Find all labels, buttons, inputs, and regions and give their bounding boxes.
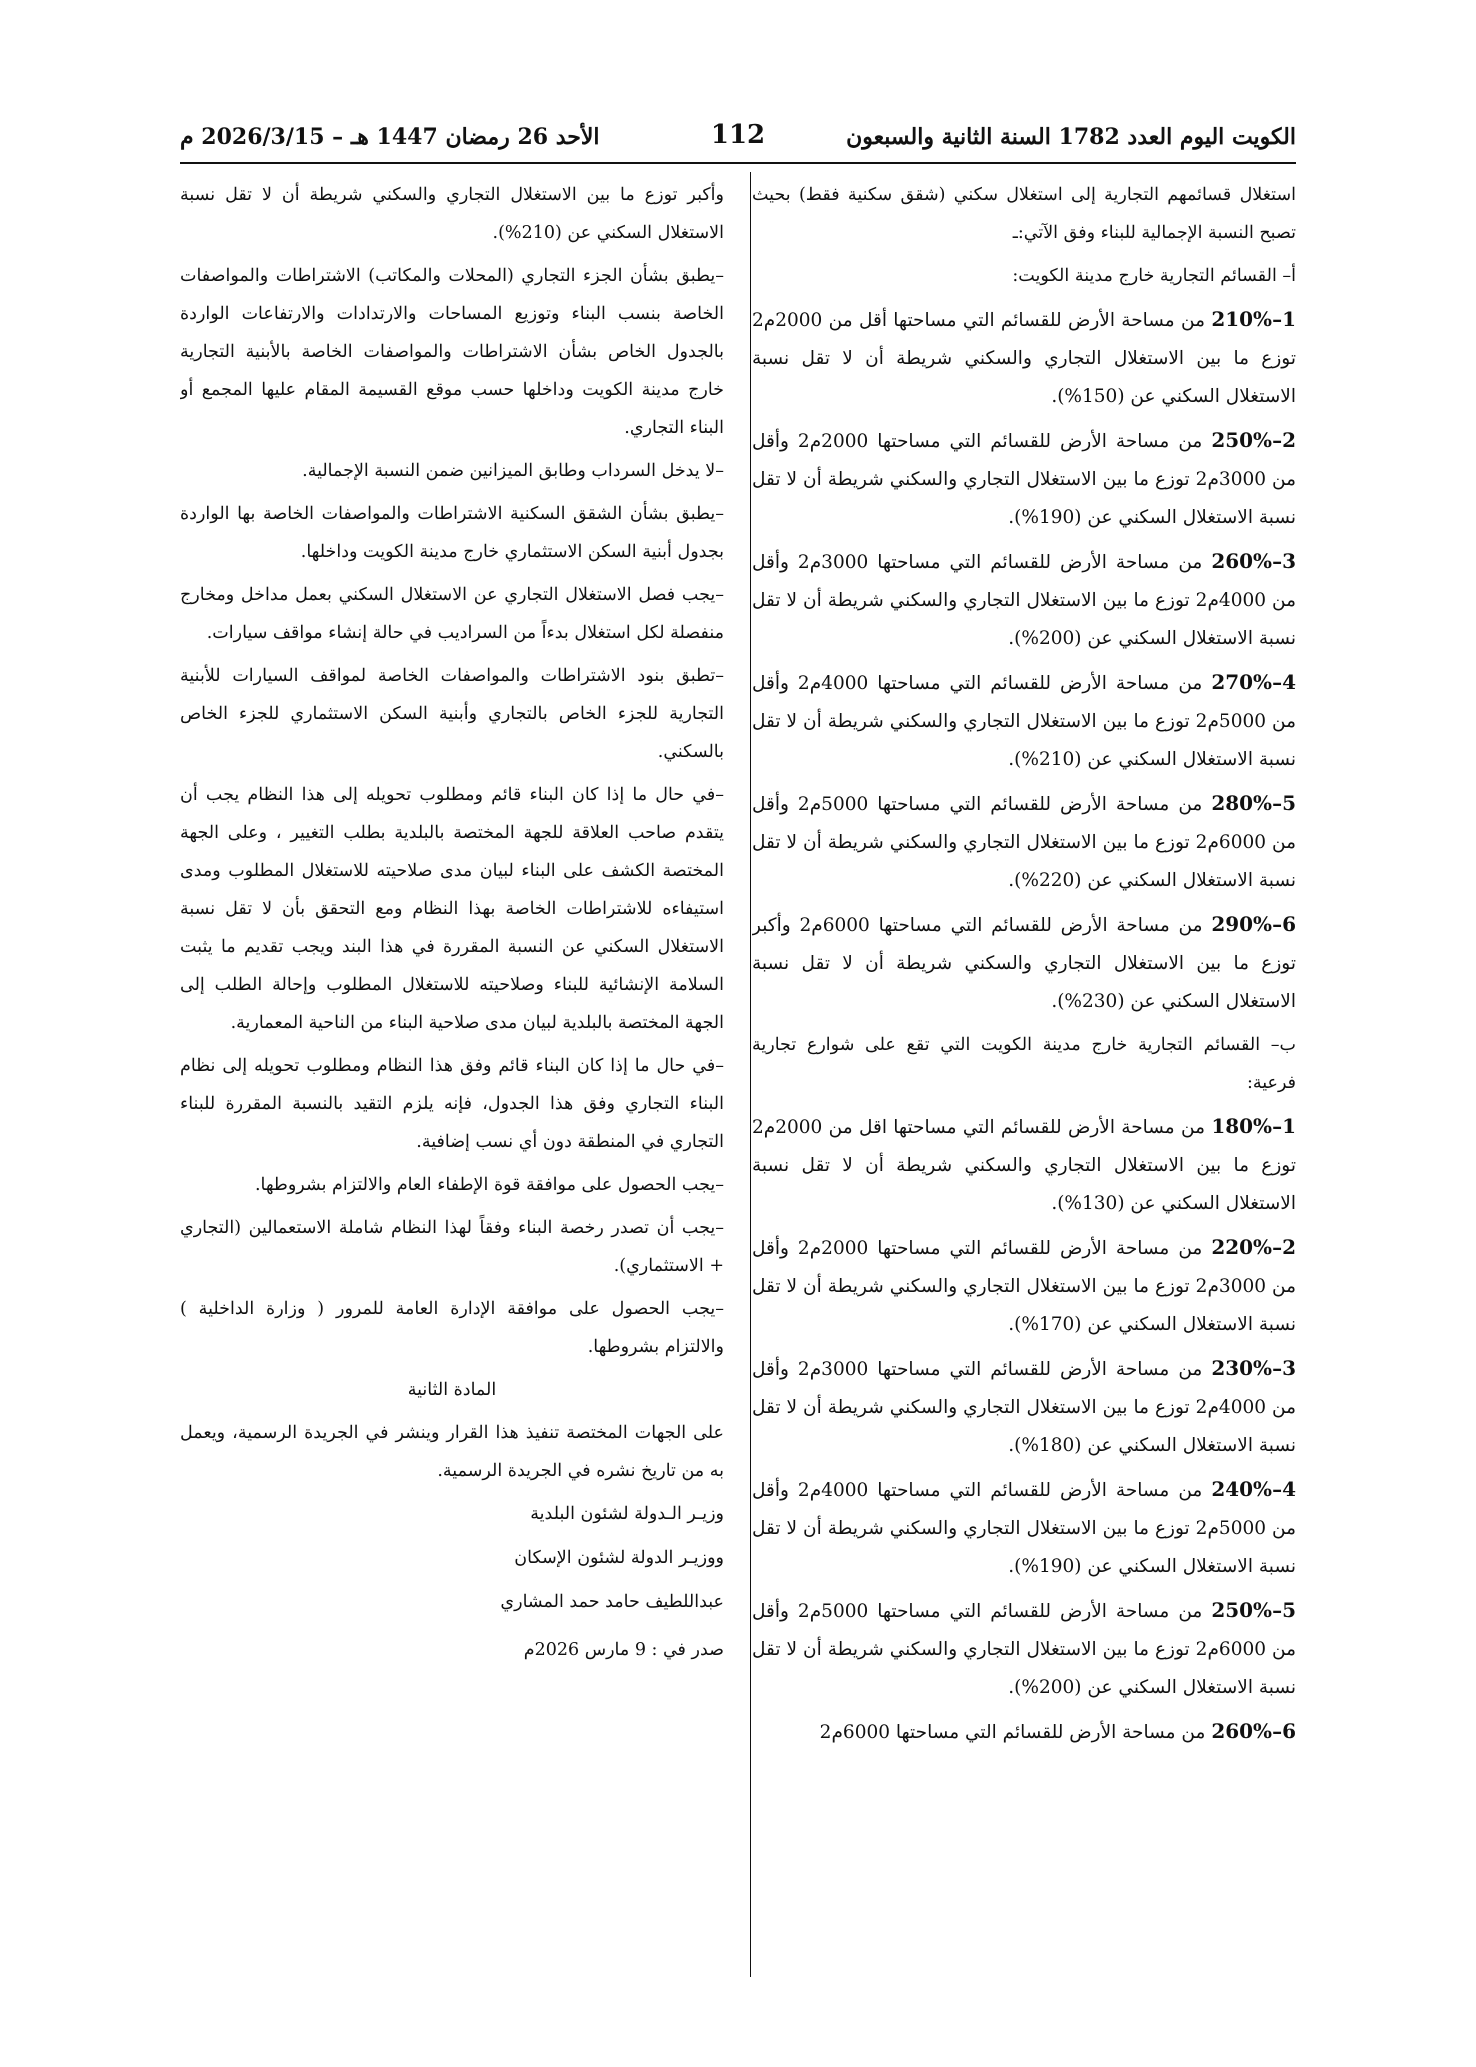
list-item <box>752 1349 1296 1465</box>
item-percentage: 5–250% <box>1211 1598 1296 1622</box>
item-text: من مساحة الأرض للقسائم التي مساحتها 4000م2 وأقل من 5000م2 توزع ما بين الاستغلال التجاري والسكني شريطة أن لا تقل نسبة الاستغلال السكني عن (190%). <box>752 1480 1296 1577</box>
gazette-issue: الكويت اليوم العدد 1782 السنة الثانية والسبعون <box>846 124 1296 150</box>
item-percentage: 4–240% <box>1211 1477 1296 1501</box>
item-text: من مساحة الأرض للقسائم التي مساحتها أقل من 2000م2 توزع ما بين الاستغلال التجاري والسكني شريطة أن لا تقل نسبة الاستغلال السكني عن (150%). <box>752 310 1296 407</box>
article-title: المادة الثانية <box>407 1380 497 1400</box>
item-text: من مساحة الأرض للقسائم التي مساحتها 4000م2 وأقل من 5000م2 توزع ما بين الاستغلال التجاري والسكني شريطة أن لا تقل نسبة الاستغلال السكني عن (210%). <box>752 673 1296 770</box>
bullet-paragraph: –يجب الحصول على موافقة الإدارة العامة للمرور ( وزارة الداخلية ) والالتزام بشروطها. <box>180 1299 724 1357</box>
signature-name: عبداللطيف حامد حمد المشاري <box>500 1592 724 1612</box>
signature-title-1: وزيـر الـدولة لشئون البلدية <box>530 1504 724 1524</box>
signature-title-2: ووزيـر الدولة لشئون الإسكان <box>514 1548 724 1568</box>
list-item <box>752 1228 1296 1344</box>
section-b-title: ب– القسائم التجارية خارج مدينة الكويت التي تقع على شوارع تجارية فرعية: <box>752 1035 1296 1093</box>
item-percentage: 6–290% <box>1211 912 1296 936</box>
issue-date: الأحد 26 رمضان 1447 هـ – 2026/3/15 م <box>180 124 600 150</box>
item-percentage: 2–220% <box>1211 1235 1296 1259</box>
bullet-paragraph: –تطبق بنود الاشتراطات والمواصفات الخاصة لمواقف السيارات للأبنية التجارية للجزء الخاص بالتجاري وأبنية السكن الاستثماري للجزء الخاص بالسكني. <box>180 666 724 762</box>
item-text: من مساحة الأرض للقسائم التي مساحتها 3000م2 وأقل من 4000م2 توزع ما بين الاستغلال التجاري والسكني شريطة أن لا تقل نسبة الاستغلال السكني عن (200%). <box>752 552 1296 649</box>
bullet-paragraph: –في حال ما إذا كان البناء قائم وفق هذا النظام ومطلوب تحويله إلى نظام البناء التجاري وفق هذا الجدول، فإنه يلزم التقيد بالنسبة المقررة للبناء التجاري في المنطقة دون أي نسب إضافية. <box>180 1056 724 1152</box>
bullet-paragraph: –لا يدخل السرداب وطابق الميزانين ضمن النسبة الإجمالية. <box>302 461 724 481</box>
list-item <box>752 1107 1296 1223</box>
bullet-paragraph: –يجب الحصول على موافقة قوة الإطفاء العام والالتزام بشروطها. <box>254 1175 724 1195</box>
item-percentage: 3–230% <box>1211 1356 1296 1380</box>
list-item <box>752 421 1296 537</box>
list-item <box>752 784 1296 900</box>
intro-paragraph: استغلال قسائمهم التجارية إلى استغلال سكني (شقق سكنية فقط) بحيث تصبح النسبة الإجمالية للبناء وفق الآتي:ـ <box>752 185 1296 243</box>
item-percentage: 3–260% <box>1211 549 1296 573</box>
item-percentage: 1–210% <box>1211 307 1296 331</box>
item-percentage: 5–280% <box>1211 791 1296 815</box>
bullet-paragraph: –في حال ما إذا كان البناء قائم ومطلوب تحويله إلى هذا النظام يجب أن يتقدم صاحب العلاقة للجهة المختصة بالبلدية بطلب التغيير ، وعلى الجهة المختصة الكشف على البناء لبيان مدى صلاحيته للاستغلال المطلوب ومدى استيفاءه للاشتراطات الخاصة بهذا النظام ومع التحقق بأن لا تقل نسبة الاستغلال السكني عن النسبة المقررة في هذا البند ويجب تقديم ما يثبت السلامة الإنشائية للبناء وصلاحيته للاستغلال المطلوب وإحالة الطلب إلى الجهة المختصة بالبلدية لبيان مدى صلاحية البناء من الناحية المعمارية. <box>180 785 724 1033</box>
bullet-paragraph: –يجب أن تصدر رخصة البناء وفقاً لهذا النظام شاملة الاستعمالين (التجاري + الاستثماري). <box>180 1218 724 1276</box>
item-text: من مساحة الأرض للقسائم التي مساحتها 5000م2 وأقل من 6000م2 توزع ما بين الاستغلال التجاري والسكني شريطة أن لا تقل نسبة الاستغلال السكني عن (200%). <box>752 1601 1296 1698</box>
item-text: من مساحة الأرض للقسائم التي مساحتها 3000م2 وأقل من 4000م2 توزع ما بين الاستغلال التجاري والسكني شريطة أن لا تقل نسبة الاستغلال السكني عن (180%). <box>752 1359 1296 1456</box>
bullet-paragraph: –يطبق بشأن الشقق السكنية الاشتراطات والمواصفات الخاصة بها الواردة بجدول أبنية السكن الاستثماري خارج مدينة الكويت وداخلها. <box>180 504 724 562</box>
article-text: على الجهات المختصة تنفيذ هذا القرار وينشر في الجريدة الرسمية، ويعمل به من تاريخ نشره في الجريدة الرسمية. <box>180 1423 724 1481</box>
column-divider <box>750 172 751 1977</box>
item-percentage: 2–250% <box>1211 428 1296 452</box>
bullet-paragraph: –يجب فصل الاستغلال التجاري عن الاستغلال السكني بعمل مداخل ومخارج منفصلة لكل استغلال بدءاً من السراديب في حالة إنشاء مواقف سيارات. <box>180 585 724 643</box>
list-item <box>752 1712 1296 1752</box>
list-item <box>752 1470 1296 1586</box>
continuation-paragraph: وأكبر توزع ما بين الاستغلال التجاري والسكني شريطة أن لا تقل نسبة الاستغلال السكني عن (210%). <box>180 185 724 243</box>
right-column <box>752 176 1296 1976</box>
item-percentage: 6–260% <box>1211 1719 1296 1743</box>
page-header <box>180 118 1296 158</box>
section-a-title: أ– القسائم التجارية خارج مدينة الكويت: <box>1012 266 1296 286</box>
bullet-paragraph: –يطبق بشأن الجزء التجاري (المحلات والمكاتب) الاشتراطات والمواصفات الخاصة بنسب البناء وتوزيع المساحات والارتدادات والارتفاعات الواردة بالجدول الخاص بشأن الاشتراطات والمواصفات الخاصة بالأبنية التجارية خارج مدينة الكويت وداخلها حسب موقع القسيمة المقام عليها المجمع أو البناء التجاري. <box>180 266 724 438</box>
item-text: من مساحة الأرض للقسائم التي مساحتها 2000م2 وأقل من 3000م2 توزع ما بين الاستغلال التجاري والسكني شريطة أن لا تقل نسبة الاستغلال السكني عن (170%). <box>752 1238 1296 1335</box>
item-percentage: 4–270% <box>1211 670 1296 694</box>
item-text: من مساحة الأرض للقسائم التي مساحتها 5000م2 وأقل من 6000م2 توزع ما بين الاستغلال التجاري والسكني شريطة أن لا تقل نسبة الاستغلال السكني عن (220%). <box>752 794 1296 891</box>
issue-date-line: صدر في : 9 مارس 2026م <box>523 1640 724 1660</box>
list-item <box>752 1591 1296 1707</box>
item-percentage: 1–180% <box>1211 1114 1296 1138</box>
header-divider <box>180 162 1296 164</box>
page-number: 112 <box>710 120 766 150</box>
item-text: من مساحة الأرض للقسائم التي مساحتها 2000م2 وأقل من 3000م2 توزع ما بين الاستغلال التجاري والسكني شريطة أن لا تقل نسبة الاستغلال السكني عن (190%). <box>752 431 1296 528</box>
item-text: من مساحة الأرض للقسائم التي مساحتها 6000م2 وأكبر توزع ما بين الاستغلال التجاري والسكني شريطة أن لا تقل نسبة الاستغلال السكني عن (230%). <box>752 915 1296 1012</box>
list-item <box>752 300 1296 416</box>
list-item <box>752 905 1296 1021</box>
left-column <box>180 176 724 1976</box>
item-text: من مساحة الأرض للقسائم التي مساحتها اقل من 2000م2 توزع ما بين الاستغلال التجاري والسكني شريطة أن لا تقل نسبة الاستغلال السكني عن (130%). <box>752 1117 1296 1214</box>
list-item <box>752 663 1296 779</box>
list-item <box>752 542 1296 658</box>
item-text: من مساحة الأرض للقسائم التي مساحتها 6000م2 <box>819 1722 1212 1743</box>
